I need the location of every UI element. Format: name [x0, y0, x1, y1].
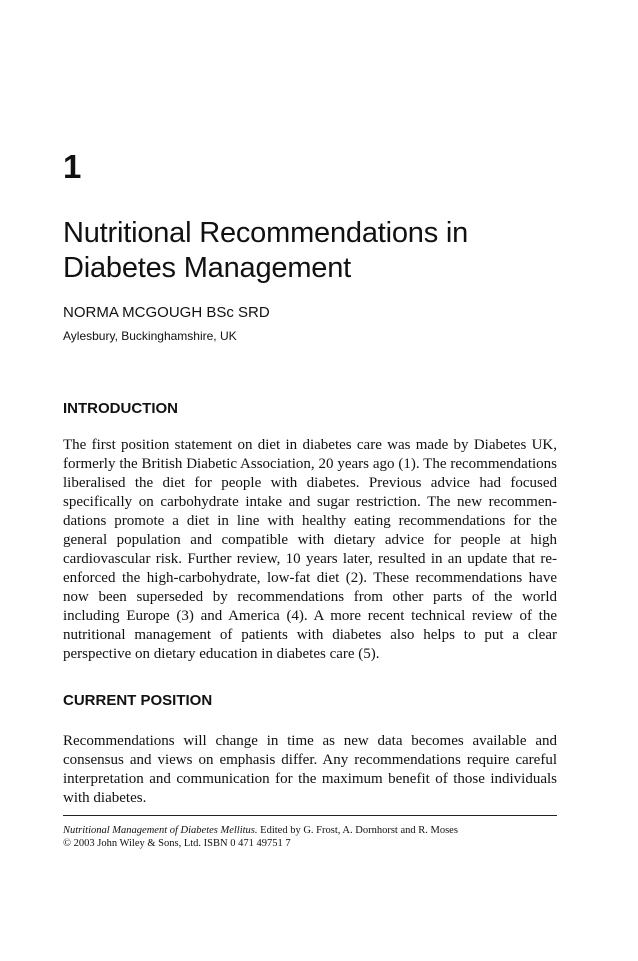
- footer-editors: Edited by G. Frost, A. Dornhorst and R. Moses: [257, 825, 458, 836]
- section-body-current-position: Recommendations will change in time as new data becomes available and consensus and views on emphasis differ. Any recommendations require careful interpretation and communication for the maximum benefit of those individuals with diabetes.: [63, 733, 557, 806]
- footer-citation-line-1: [63, 824, 557, 837]
- chapter-title-line-1: Nutritional Recommendations in: [63, 217, 469, 249]
- chapter-title: [63, 216, 563, 286]
- footer-divider: [63, 815, 557, 816]
- footer-citation: [63, 824, 557, 850]
- author-affiliation: Aylesbury, Buckinghamshire, UK: [63, 329, 237, 343]
- section-heading-current-position: CURRENT POSITION: [63, 692, 213, 709]
- section-body-introduction: The first position statement on diet in diabetes care was made by Diabetes UK, formerly the British Diabetic Association, 20 years ago (1). The recommendations liberalised the diet for people with diabetes. Previous advice had focused specifically on carbohydrate intake and sugar restriction. The new recommendations promote a diet in line with healthy eating recommendations for the general population and compatible with dietary advice for people at high cardiovascular risk. Further review, 10 years later, resulted in an update that re-enforced the high-carbohydrate, low-fat diet (2). These recommendations have now been superseded by recommendations from other parts of the world including Europe (3) and America (4). A more recent technical review of the nutritional management of patients with diabetes also helps to put a clear perspective on dietary education in diabetes care (5).: [63, 437, 557, 662]
- chapter-number: 1: [63, 148, 82, 185]
- author-name: NORMA MCGOUGH BSc SRD: [63, 304, 270, 321]
- footer-book-title: Nutritional Management of Diabetes Mellitus.: [63, 825, 258, 836]
- section-heading-introduction: INTRODUCTION: [63, 400, 178, 417]
- footer-copyright: © 2003 John Wiley & Sons, Ltd. ISBN 0 471 49751 7: [63, 838, 291, 849]
- chapter-title-line-2: Diabetes Management: [63, 252, 351, 284]
